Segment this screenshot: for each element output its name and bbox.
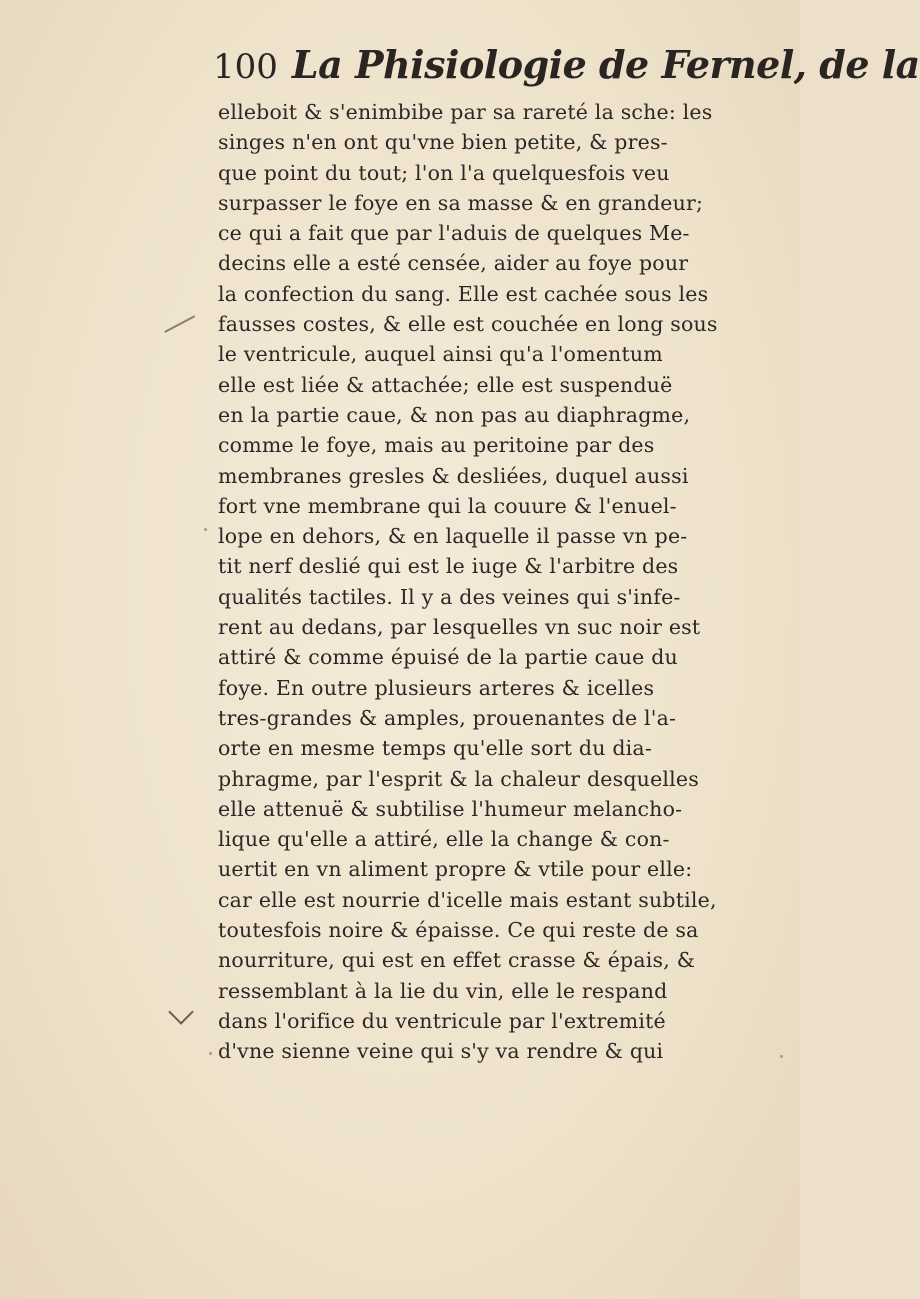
text-line: singes n'en ont qu'vne bien petite, & pres- bbox=[218, 130, 668, 155]
text-line: elle est liée & attachée; elle est suspenduë bbox=[218, 372, 673, 397]
paper-speck bbox=[209, 1052, 212, 1055]
paper-speck bbox=[780, 1055, 783, 1058]
text-line: foye. En outre plusieurs arteres & icelles bbox=[218, 675, 655, 700]
text-line: ce qui a fait que par l'aduis de quelques Me- bbox=[218, 221, 690, 246]
paper-speck bbox=[204, 528, 207, 531]
text-line: elle attenuë & subtilise l'humeur melancho- bbox=[218, 796, 683, 821]
text-line: surpasser le foye en sa masse & en grandeur; bbox=[218, 190, 704, 215]
text-line: rent au dedans, par lesquelles vn suc noir est bbox=[218, 615, 701, 640]
text-line: uertit en vn aliment propre & vtile pour elle: bbox=[218, 857, 693, 882]
margin-pen-mark bbox=[164, 315, 203, 349]
text-line: lique qu'elle a attiré, elle la change & con- bbox=[218, 827, 670, 852]
text-line: decins elle a esté censée, aider au foye pour bbox=[218, 251, 689, 276]
text-line: qualités tactiles. Il y a des veines qui s'infe- bbox=[218, 584, 681, 609]
text-line: en la partie caue, & non pas au diaphragme, bbox=[218, 402, 691, 427]
text-line: toutesfois noire & épaisse. Ce qui reste de sa bbox=[218, 918, 699, 943]
text-line: la confection du sang. Elle est cachée sous les bbox=[218, 281, 709, 306]
page-number: 100 bbox=[213, 47, 278, 87]
text-line: tit nerf deslié qui est le iuge & l'arbitre des bbox=[218, 554, 679, 579]
text-line: phragme, par l'esprit & la chaleur desquelles bbox=[218, 766, 699, 791]
text-line: tres-grandes & amples, prouenantes de l'a- bbox=[218, 705, 677, 730]
text-line: car elle est nourrie d'icelle mais estant subtile, bbox=[218, 887, 717, 912]
text-line: membranes gresles & desliées, duquel aussi bbox=[218, 463, 689, 488]
text-line: que point du tout; l'on l'a quelquesfois veu bbox=[218, 160, 670, 185]
text-line: lope en dehors, & en laquelle il passe vn pe- bbox=[218, 524, 688, 549]
text-line: d'vne sienne veine qui s'y va rendre & qui bbox=[218, 1039, 664, 1064]
text-line: comme le foye, mais au peritoine par des bbox=[218, 433, 655, 458]
text-line: orte en mesme temps qu'elle sort du dia- bbox=[218, 736, 652, 761]
text-line: fausses costes, & elle est couchée en long sous bbox=[218, 312, 718, 337]
text-line: fort vne membrane qui la couure & l'enuel- bbox=[218, 493, 677, 518]
page-header bbox=[213, 42, 920, 92]
text-line: dans l'orifice du ventricule par l'extremité bbox=[218, 1008, 666, 1033]
text-line: nourriture, qui est en effet crasse & épais, & bbox=[218, 948, 696, 973]
text-body bbox=[218, 97, 788, 1067]
text-line: elleboit & s'enimbibe par sa rareté la sche: les bbox=[218, 100, 713, 124]
text-line: ressemblant à la lie du vin, elle le respand bbox=[218, 978, 668, 1003]
text-line: attiré & comme épuisé de la partie caue du bbox=[218, 645, 678, 670]
margin-pen-mark bbox=[168, 999, 193, 1024]
running-head: La Phisiologie de Fernel, de la bbox=[291, 42, 920, 87]
text-line: le ventricule, auquel ainsi qu'a l'omentum bbox=[218, 342, 663, 367]
